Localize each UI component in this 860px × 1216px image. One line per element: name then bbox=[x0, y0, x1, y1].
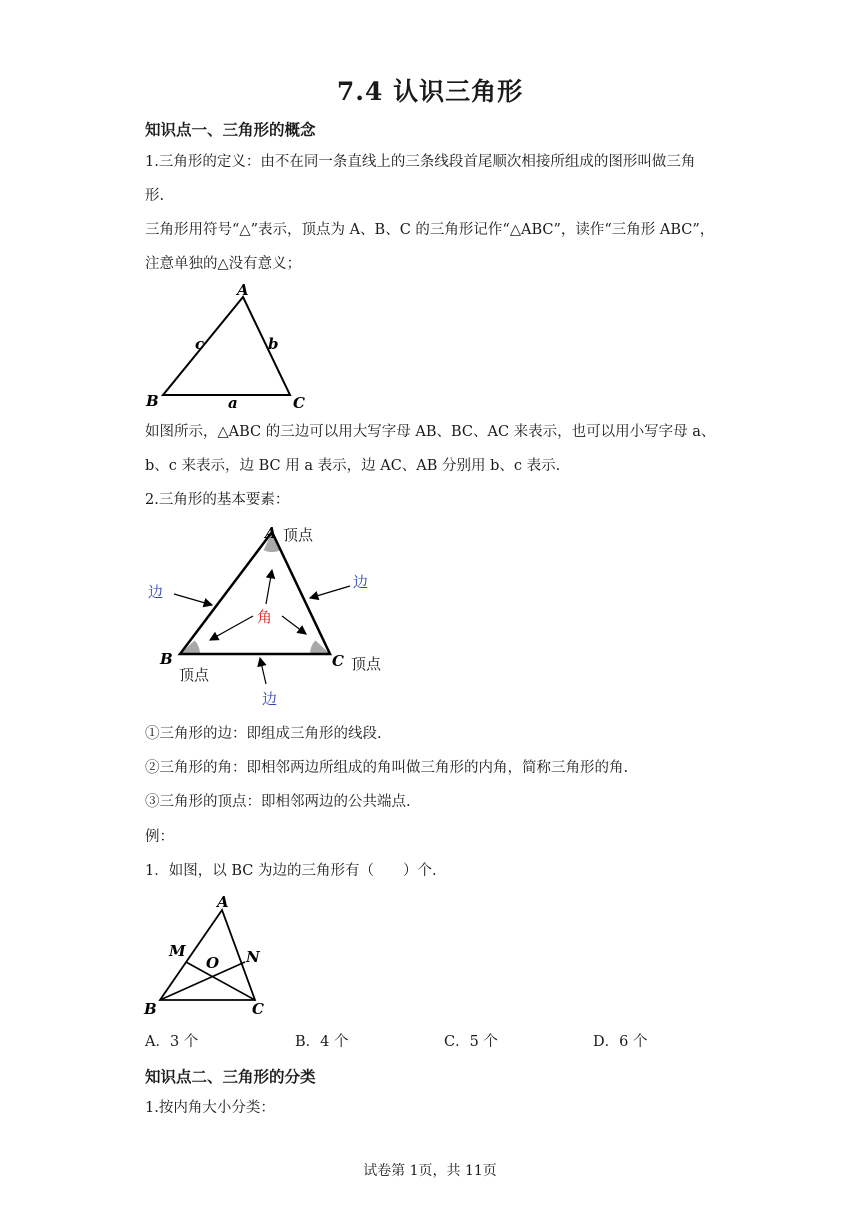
option-b[interactable]: B．4 个 bbox=[295, 1034, 349, 1050]
sides-line-2: b、c 来表示，边 BC 用 a 表示，边 AC、AB 分别用 b、c 表示. bbox=[145, 458, 561, 474]
example-question: 1．如图，以 BC 为边的三角形有（ ）个. bbox=[145, 863, 437, 879]
fig2-label-b-vertex: B bbox=[160, 650, 173, 668]
fig3-label-b: B bbox=[144, 1000, 157, 1018]
element-item-vertex: ③三角形的顶点：即相邻两边的公共端点. bbox=[145, 794, 411, 810]
option-c[interactable]: C．5 个 bbox=[444, 1034, 498, 1050]
triangle-abc-figure bbox=[140, 280, 320, 412]
fig3-label-m: M bbox=[169, 942, 186, 960]
arrow-to-angle-c bbox=[282, 616, 306, 634]
fig2-vertex-label-right: 顶点 bbox=[351, 655, 382, 673]
fig3-label-n: N bbox=[246, 948, 260, 966]
sides-line-1: 如图所示，△ABC 的三边可以用大写字母 AB、BC、AC 来表示，也可以用小写字母 a、 bbox=[145, 424, 716, 440]
basic-elements-heading: 2.三角形的基本要素： bbox=[145, 492, 290, 508]
fig2-side-label-bottom: 边 bbox=[262, 690, 278, 708]
segment-mc bbox=[186, 962, 255, 1000]
fig2-label-c-vertex: C bbox=[332, 652, 344, 670]
definition-line-2: 形. bbox=[145, 188, 165, 204]
section-heading-2: 知识点二、三角形的分类 bbox=[145, 1067, 316, 1086]
fig3-label-o: O bbox=[206, 954, 220, 972]
triangle-elements-shape bbox=[180, 532, 330, 654]
fig3-label-c: C bbox=[252, 1000, 264, 1018]
arrow-to-side-bottom bbox=[260, 658, 266, 684]
arrow-to-side-left bbox=[174, 594, 212, 605]
section-heading-1: 知识点一、三角形的概念 bbox=[145, 120, 316, 139]
triangle-elements-figure bbox=[140, 518, 400, 710]
fig1-label-b-vertex: B bbox=[146, 392, 159, 410]
page-footer: 试卷第 1页，共 11页 bbox=[363, 1163, 497, 1179]
fig2-vertex-label-top: 顶点 bbox=[283, 526, 314, 544]
fig1-label-c-vertex: C bbox=[293, 394, 305, 412]
fig2-label-a-vertex: A bbox=[265, 524, 277, 542]
fig1-label-a-vertex: A bbox=[237, 281, 249, 299]
element-item-angle: ②三角形的角：即相邻两边所组成的角叫做三角形的内角，简称三角形的角. bbox=[145, 760, 629, 776]
notation-line-2: 注意单独的△没有意义； bbox=[145, 256, 302, 272]
definition-line-1: 1.三角形的定义：由不在同一条直线上的三条线段首尾顺次相接所组成的图形叫做三角 bbox=[145, 154, 696, 170]
cevian-triangle-figure bbox=[140, 890, 280, 1020]
page-title: 7.4 认识三角形 bbox=[336, 77, 524, 106]
notation-line-1: 三角形用符号“△”表示，顶点为 A、B、C 的三角形记作“△ABC”，读作“三角形 ABC”， bbox=[145, 222, 715, 238]
fig2-side-label-right: 边 bbox=[353, 573, 369, 591]
fig1-label-side-b: b bbox=[268, 335, 279, 353]
classification-line: 1.按内角大小分类： bbox=[145, 1100, 275, 1116]
arrow-to-side-right bbox=[310, 586, 350, 598]
fig2-vertex-label-left: 顶点 bbox=[179, 666, 210, 684]
option-d[interactable]: D．6 个 bbox=[593, 1034, 648, 1050]
arrow-to-angle-b bbox=[210, 616, 253, 640]
fig2-angle-label: 角 bbox=[257, 608, 273, 626]
fig1-label-side-c: c bbox=[195, 335, 205, 353]
fig1-label-side-a: a bbox=[228, 394, 238, 412]
fig2-side-label-left: 边 bbox=[148, 583, 164, 601]
example-label: 例： bbox=[145, 829, 174, 845]
element-item-side: ①三角形的边：即组成三角形的线段. bbox=[145, 726, 382, 742]
fig3-label-a: A bbox=[217, 893, 229, 911]
option-a[interactable]: A．3 个 bbox=[145, 1034, 199, 1050]
arrow-to-angle-a bbox=[266, 570, 272, 604]
